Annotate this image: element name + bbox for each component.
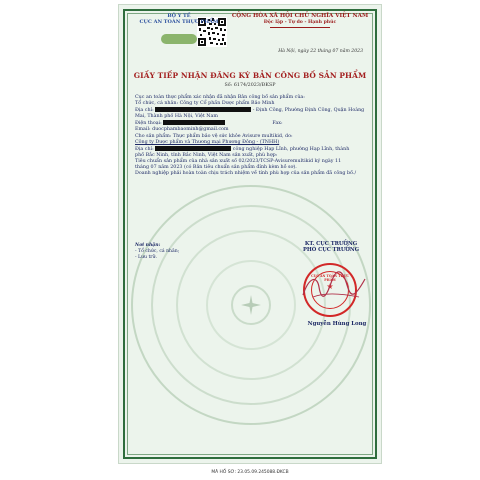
body-line: Địa chỉ: công nghiệp Hạp Lĩnh, phường Hạp Lĩnh, thành [135, 146, 350, 152]
document-body [135, 95, 367, 177]
national-header [221, 13, 379, 28]
national-motto: Độc lập - Tự do - Hạnh phúc [263, 19, 337, 25]
document-number: Số: 6174/2023/ĐKSP [224, 83, 276, 88]
recipient-item: - Lưu trữ. [135, 255, 157, 260]
country-name: CỘNG HÒA XÃ HỘI CHỦ NGHĨA VIỆT NAM [231, 13, 369, 19]
agency-name: CỤC AN TOÀN THỰC PHẨM [139, 19, 219, 25]
body-line: tháng 07 năm 2023 (có Bản tiêu chuẩn sản phẩm đính kèm hồ sơ). [135, 165, 297, 171]
redaction-bar [163, 120, 225, 125]
body-line: Điện thoại: Fax: [135, 121, 283, 127]
body-line: Địa chỉ: - Định Công, Phường Định Công, Quận Hoàng [135, 108, 365, 114]
issue-date: Hà Nội, ngày 22 tháng 07 năm 2023 [278, 49, 363, 54]
issuer-header [129, 13, 229, 25]
stamp-text: CỤC AN TOÀN THỰC PHẨM [311, 274, 349, 282]
document-title: GIẤY TIẾP NHẬN ĐĂNG KÝ BẢN CÔNG BỐ SẢN PHẨM [133, 71, 367, 80]
handwritten-signature [299, 267, 369, 307]
body-line: Công ty Dược phẩm và Thương mại Phương Đông - (TNHH) [135, 139, 280, 145]
stamp-star-icon: ★ [326, 282, 334, 291]
signatory-subrole: PHÓ CỤC TRƯỞNG [302, 247, 360, 254]
file-code: MÃ HỒ SƠ: 23.05.09.245088.ĐKCB [211, 470, 289, 475]
recipients-block [135, 243, 179, 261]
body-line: Doanh nghiệp phải hoàn toàn chịu trách nhiệm về tính phù hợp của sản phẩm đã công bố./ [135, 171, 357, 177]
signatory-title [287, 241, 375, 254]
redaction-bar [155, 107, 251, 112]
body-line: phố Bắc Ninh, tỉnh Bắc Ninh, Việt Nam sản xuất, phù hợp: [135, 152, 278, 158]
body-line: Tổ chức, cá nhân: Công ty Cổ phần Dược phẩm Bảo Minh [135, 101, 275, 107]
drum-sun-icon [241, 295, 261, 315]
signatory-role: KT. CỤC TRƯỞNG [304, 241, 358, 247]
certificate-document [118, 4, 382, 464]
body-line: Cục an toàn thực phẩm xác nhận đã nhận Bản công bố sản phẩm của: [135, 95, 305, 100]
ministry-name: BỘ Y TẾ [167, 13, 191, 19]
body-line: Cho sản phẩm: Thực phẩm bảo vệ sức khỏe Avisure multikid, do: [135, 133, 293, 139]
body-line: Tiêu chuẩn sản phẩm của nhà sản xuất số 02/2023/TCSP-Avisuremultikid ký ngày 11 [135, 158, 342, 164]
body-line: Mai, Thành phố Hà Nội, Việt Nam [135, 114, 218, 120]
recipients-heading: Nơi nhận: [135, 243, 161, 248]
body-line: Email: duocphambaominh@gmail.com [135, 127, 229, 133]
signer-name: Nguyễn Hùng Long [307, 321, 367, 327]
recipient-item: - Tổ chức, cá nhân; [135, 249, 180, 254]
agency-logo [161, 34, 197, 44]
redaction-bar [155, 146, 231, 151]
